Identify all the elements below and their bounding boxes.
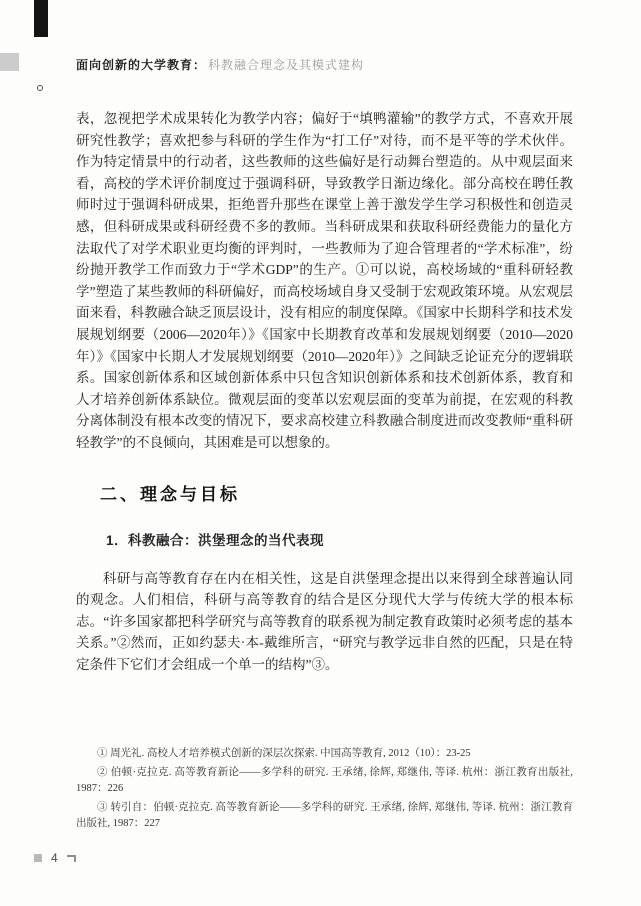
- section-heading: 二、理念与目标: [100, 484, 240, 504]
- subsection-heading: 1．科教融合：洪堡理念的当代表现: [106, 532, 325, 548]
- footer-corner-bracket-ornament: [67, 855, 76, 862]
- footer-square-ornament: [34, 854, 42, 862]
- left-edge-square-ornament: [0, 53, 19, 71]
- book-subtitle: 科教融合理念及其模式建构: [208, 58, 365, 72]
- body-paragraph-continued: 表，忽视把学术成果转化为教学内容；偏好于“填鸭灌输”的教学方式，不喜欢开展研究性教学；喜欢把参与科研的学生作为“打工仔”对待，而不是平等的学术伙伴。作为特定情景中的行动者，这些教师的这些偏好是行动舞台塑造的。从中观层面来看，高校的学术评价制度过于强调科研，导致教学日渐边缘化。部分高校在聘任教师时过于强调科研成果，拒绝晋升那些在课堂上善于激发学生学习积极性和创造灵感，但科研成果或科研经费不多的教师。当科研成果和获取科研经费能力的量化方法取代了对学术职业更均衡的评判时，一些教师为了迎合管理者的“学术标准”，纷纷抛开教学工作而致力于“学术GDP”的生产。①可以说，高校场域的“重科研轻教学”塑造了某些教师的科研偏好，而高校场域自身又受制于宏观政策环境。从宏观层面来看，科教融合缺乏顶层设计，没有相应的制度保障。《国家中长期科学和技术发展规划纲要（2006—2020年）》《国家中长期教育改革和发展规划纲要（2010—2020年）》《国家中长期人才发展规划纲要（2010—2020年）》之间缺乏论证充分的逻辑联系。国家创新体系和区域创新体系中只包含知识创新体系和技术创新体系，教育和人才培养创新体系缺位。微观层面的变革以宏观层面的变革为前提，在宏观的科教分离体制没有根本改变的情况下，要求高校建立科教融合制度进而改变教师“重科研轻教学”的不良倾向，其困难是可以想象的。: [76, 111, 573, 450]
- running-header: [76, 56, 364, 73]
- footnote-2: ② 伯顿·克拉克. 高等教育新论——多学科的研究. 王承绪, 徐辉, 郑继伟, 等译. 杭州：浙江教育出版社, 1987：226: [76, 766, 573, 794]
- top-corner-bar-ornament: [34, 0, 48, 37]
- page-body: [76, 108, 573, 675]
- page-footer: [34, 851, 76, 865]
- body-paragraph: 科研与高等教育存在内在相关性，这是自洪堡理念提出以来得到全球普遍认同的观念。人们相信，科研与高等教育的结合是区分现代大学与传统大学的根本标志。“许多国家都把科学研究与高等教育的联系视为制定教育政策时必须考虑的基本关系。”②然而，正如约瑟夫·本-戴维所言，“研究与教学远非自然的匹配，只是在特定条件下它们才会组成一个单一的结构”③。: [76, 570, 573, 672]
- header-circle-ornament: [37, 85, 43, 91]
- footnote-3: ③ 转引自：伯顿·克拉克. 高等教育新论——多学科的研究. 王承绪, 徐辉, 郑继伟, 等译. 杭州：浙江教育出版社, 1987：227: [76, 801, 573, 829]
- page-number: 4: [51, 851, 58, 865]
- book-title: 面向创新的大学教育：: [76, 58, 207, 72]
- footnote-1: ① 周光礼. 高校人才培养模式创新的深层次探索. 中国高等教育, 2012（10）：23-25: [97, 748, 471, 759]
- footnotes-block: [76, 746, 573, 835]
